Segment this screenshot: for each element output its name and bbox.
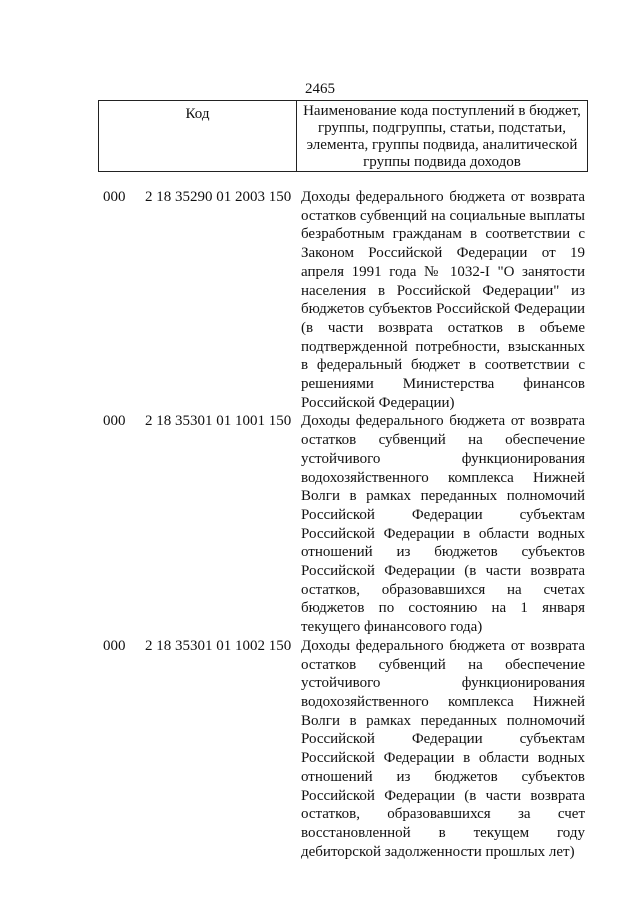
row-description: Доходы федерального бюджета от возврата остатков субвенций на обеспечение устойчивого функционирования водохозяйственного комплекса Нижней Волги в рамках переданных полномочий Российской Федерации субъектам Российской Федерации в области водных отношений из бюджетов субъектов Российской Федерации (в части возврата остатков, образовавшихся на счетах бюджетов по состоянию на 1 января текущего финансового года) bbox=[301, 413, 585, 636]
table-row bbox=[0, 188, 640, 412]
row-admin-code: 000 bbox=[103, 189, 126, 205]
row-income-code: 2 18 35290 01 2003 150 bbox=[145, 189, 292, 205]
row-admin-code: 000 bbox=[103, 413, 126, 430]
header-code-column: Код bbox=[99, 101, 297, 171]
page-number: 2465 bbox=[305, 81, 335, 97]
row-description: Доходы федерального бюджета от возврата остатков субвенций на обеспечение устойчивого функционирования водохозяйственного комплекса Нижней Волги в рамках переданных полномочий Российской Федерации субъектам Российской Федерации в области водных отношений из бюджетов субъектов Российской Федерации (в части возврата остатков, образовавшихся за счет восстановленной в текущем году дебиторской задолженности прошлых лет) bbox=[301, 637, 585, 860]
header-name-column: Наименование кода поступлений в бюджет, группы, подгруппы, статьи, подстатьи, элемента, группы подвида, аналитической группы подвида доходов bbox=[303, 103, 581, 170]
table-row bbox=[0, 637, 640, 861]
row-admin-code: 000 bbox=[103, 637, 126, 654]
row-income-code: 2 18 35301 01 1001 150 bbox=[145, 413, 292, 430]
table-header bbox=[98, 100, 588, 172]
table-row bbox=[0, 412, 640, 636]
row-income-code: 2 18 35301 01 1002 150 bbox=[145, 637, 292, 654]
row-description: Доходы федерального бюджета от возврата остатков субвенций на социальные выплаты безработным гражданам в соответствии с Законом Российской Федерации от 19 апреля 1991 года № 1032-I "О занятости населения в Российской Федерации" из бюджетов субъектов Российской Федерации (в части возврата остатков в объеме подтвержденной потребности, взысканных в федеральный бюджет в соответствии с решениями Министерства финансов Российской Федерации) bbox=[301, 189, 585, 411]
entries-list bbox=[0, 188, 640, 861]
